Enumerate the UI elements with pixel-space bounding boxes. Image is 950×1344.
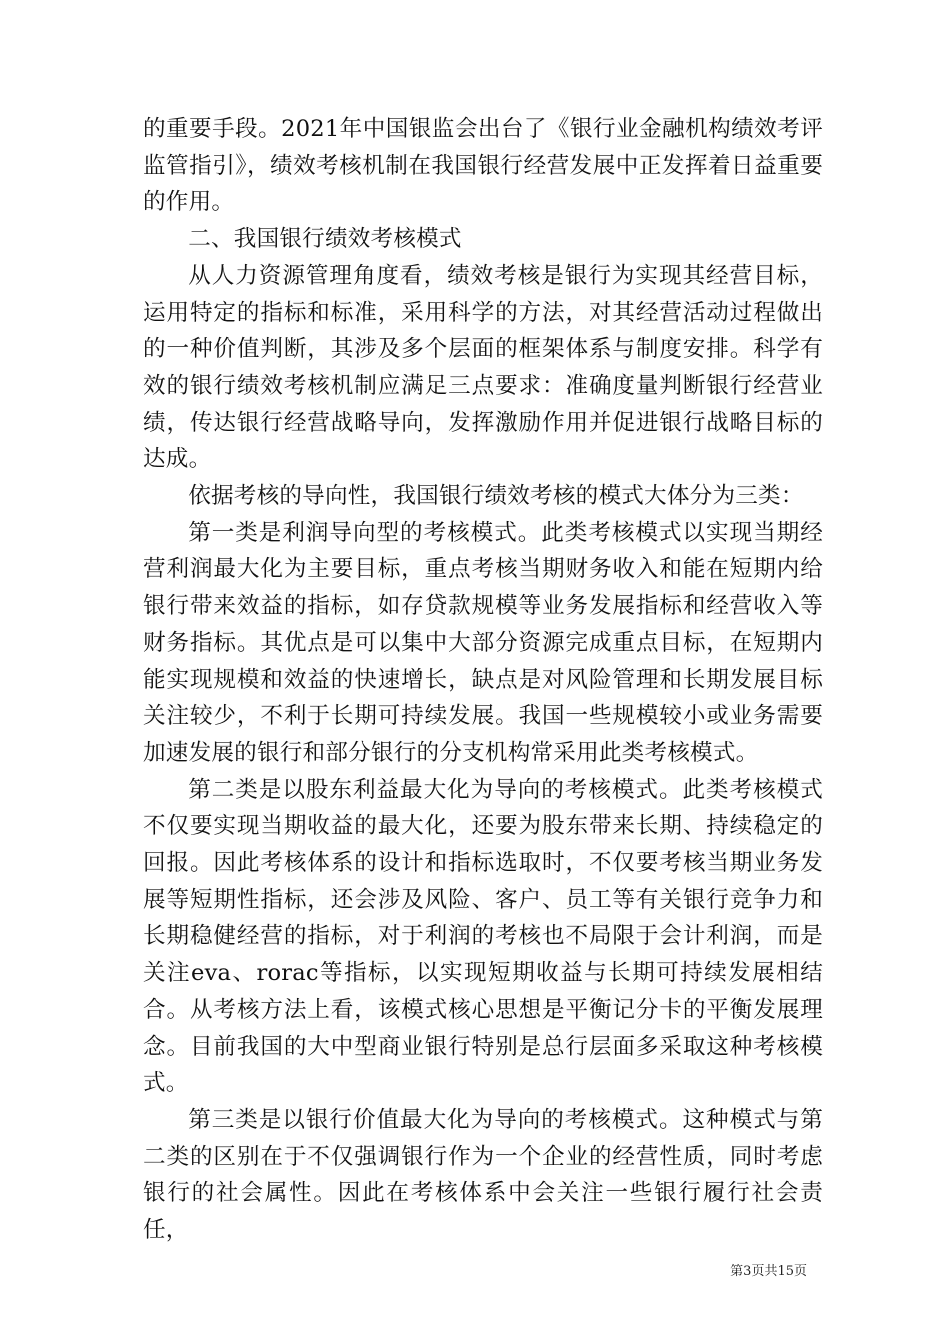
paragraph-continuation: 的重要手段。2021年中国银监会出台了《银行业金融机构绩效考评监管指引》，绩效考核机制在我国银行经营发展中正发挥着日益重要的作用。	[143, 116, 823, 216]
document-body	[143, 111, 823, 1249]
page-number: 第3页共15页	[730, 1264, 807, 1279]
paragraph: 从人力资源管理角度看，绩效考核是银行为实现其经营目标，运用特定的指标和标准，采用科学的方法，对其经营活动过程做出的一种价值判断，其涉及多个层面的框架体系与制度安排。科学有效的银行绩效考核机制应满足三点要求：准确度量判断银行经营业绩，传达银行经营战略导向，发挥激励作用并促进银行战略目标的达成。	[143, 262, 823, 473]
paragraph: 第三类是以银行价值最大化为导向的考核模式。这种模式与第二类的区别在于不仅强调银行作为一个企业的经营性质，同时考虑银行的社会属性。因此在考核体系中会关注一些银行履行社会责任，	[143, 1106, 823, 1244]
paragraph: 第二类是以股东利益最大化为导向的考核模式。此类考核模式不仅要实现当期收益的最大化，还要为股东带来长期、持续稳定的回报。因此考核体系的设计和指标选取时，不仅要考核当期业务发展等短期性指标，还会涉及风险、客户、员工等有关银行竞争力和长期稳健经营的指标，对于利润的考核也不局限于会计利润，而是关注eva、rorac等指标，以实现短期收益与长期可持续发展相结合。从考核方法上看，该模式核心思想是平衡记分卡的平衡发展理念。目前我国的大中型商业银行特别是总行层面多采取这种考核模式。	[143, 776, 823, 1097]
paragraph: 第一类是利润导向型的考核模式。此类考核模式以实现当期经营利润最大化为主要目标，重点考核当期财务收入和能在短期内给银行带来效益的指标，如存贷款规模等业务发展指标和经营收入等财务指标。其优点是可以集中大部分资源完成重点目标，在短期内能实现规模和效益的快速增长，缺点是对风险管理和长期发展目标关注较少，不利于长期可持续发展。我国一些规模较小或业务需要加速发展的银行和部分银行的分支机构常采用此类考核模式。	[143, 519, 823, 766]
paragraph: 依据考核的导向性，我国银行绩效考核的模式大体分为三类：	[188, 483, 804, 510]
section-heading: 二、我国银行绩效考核模式	[188, 226, 462, 253]
